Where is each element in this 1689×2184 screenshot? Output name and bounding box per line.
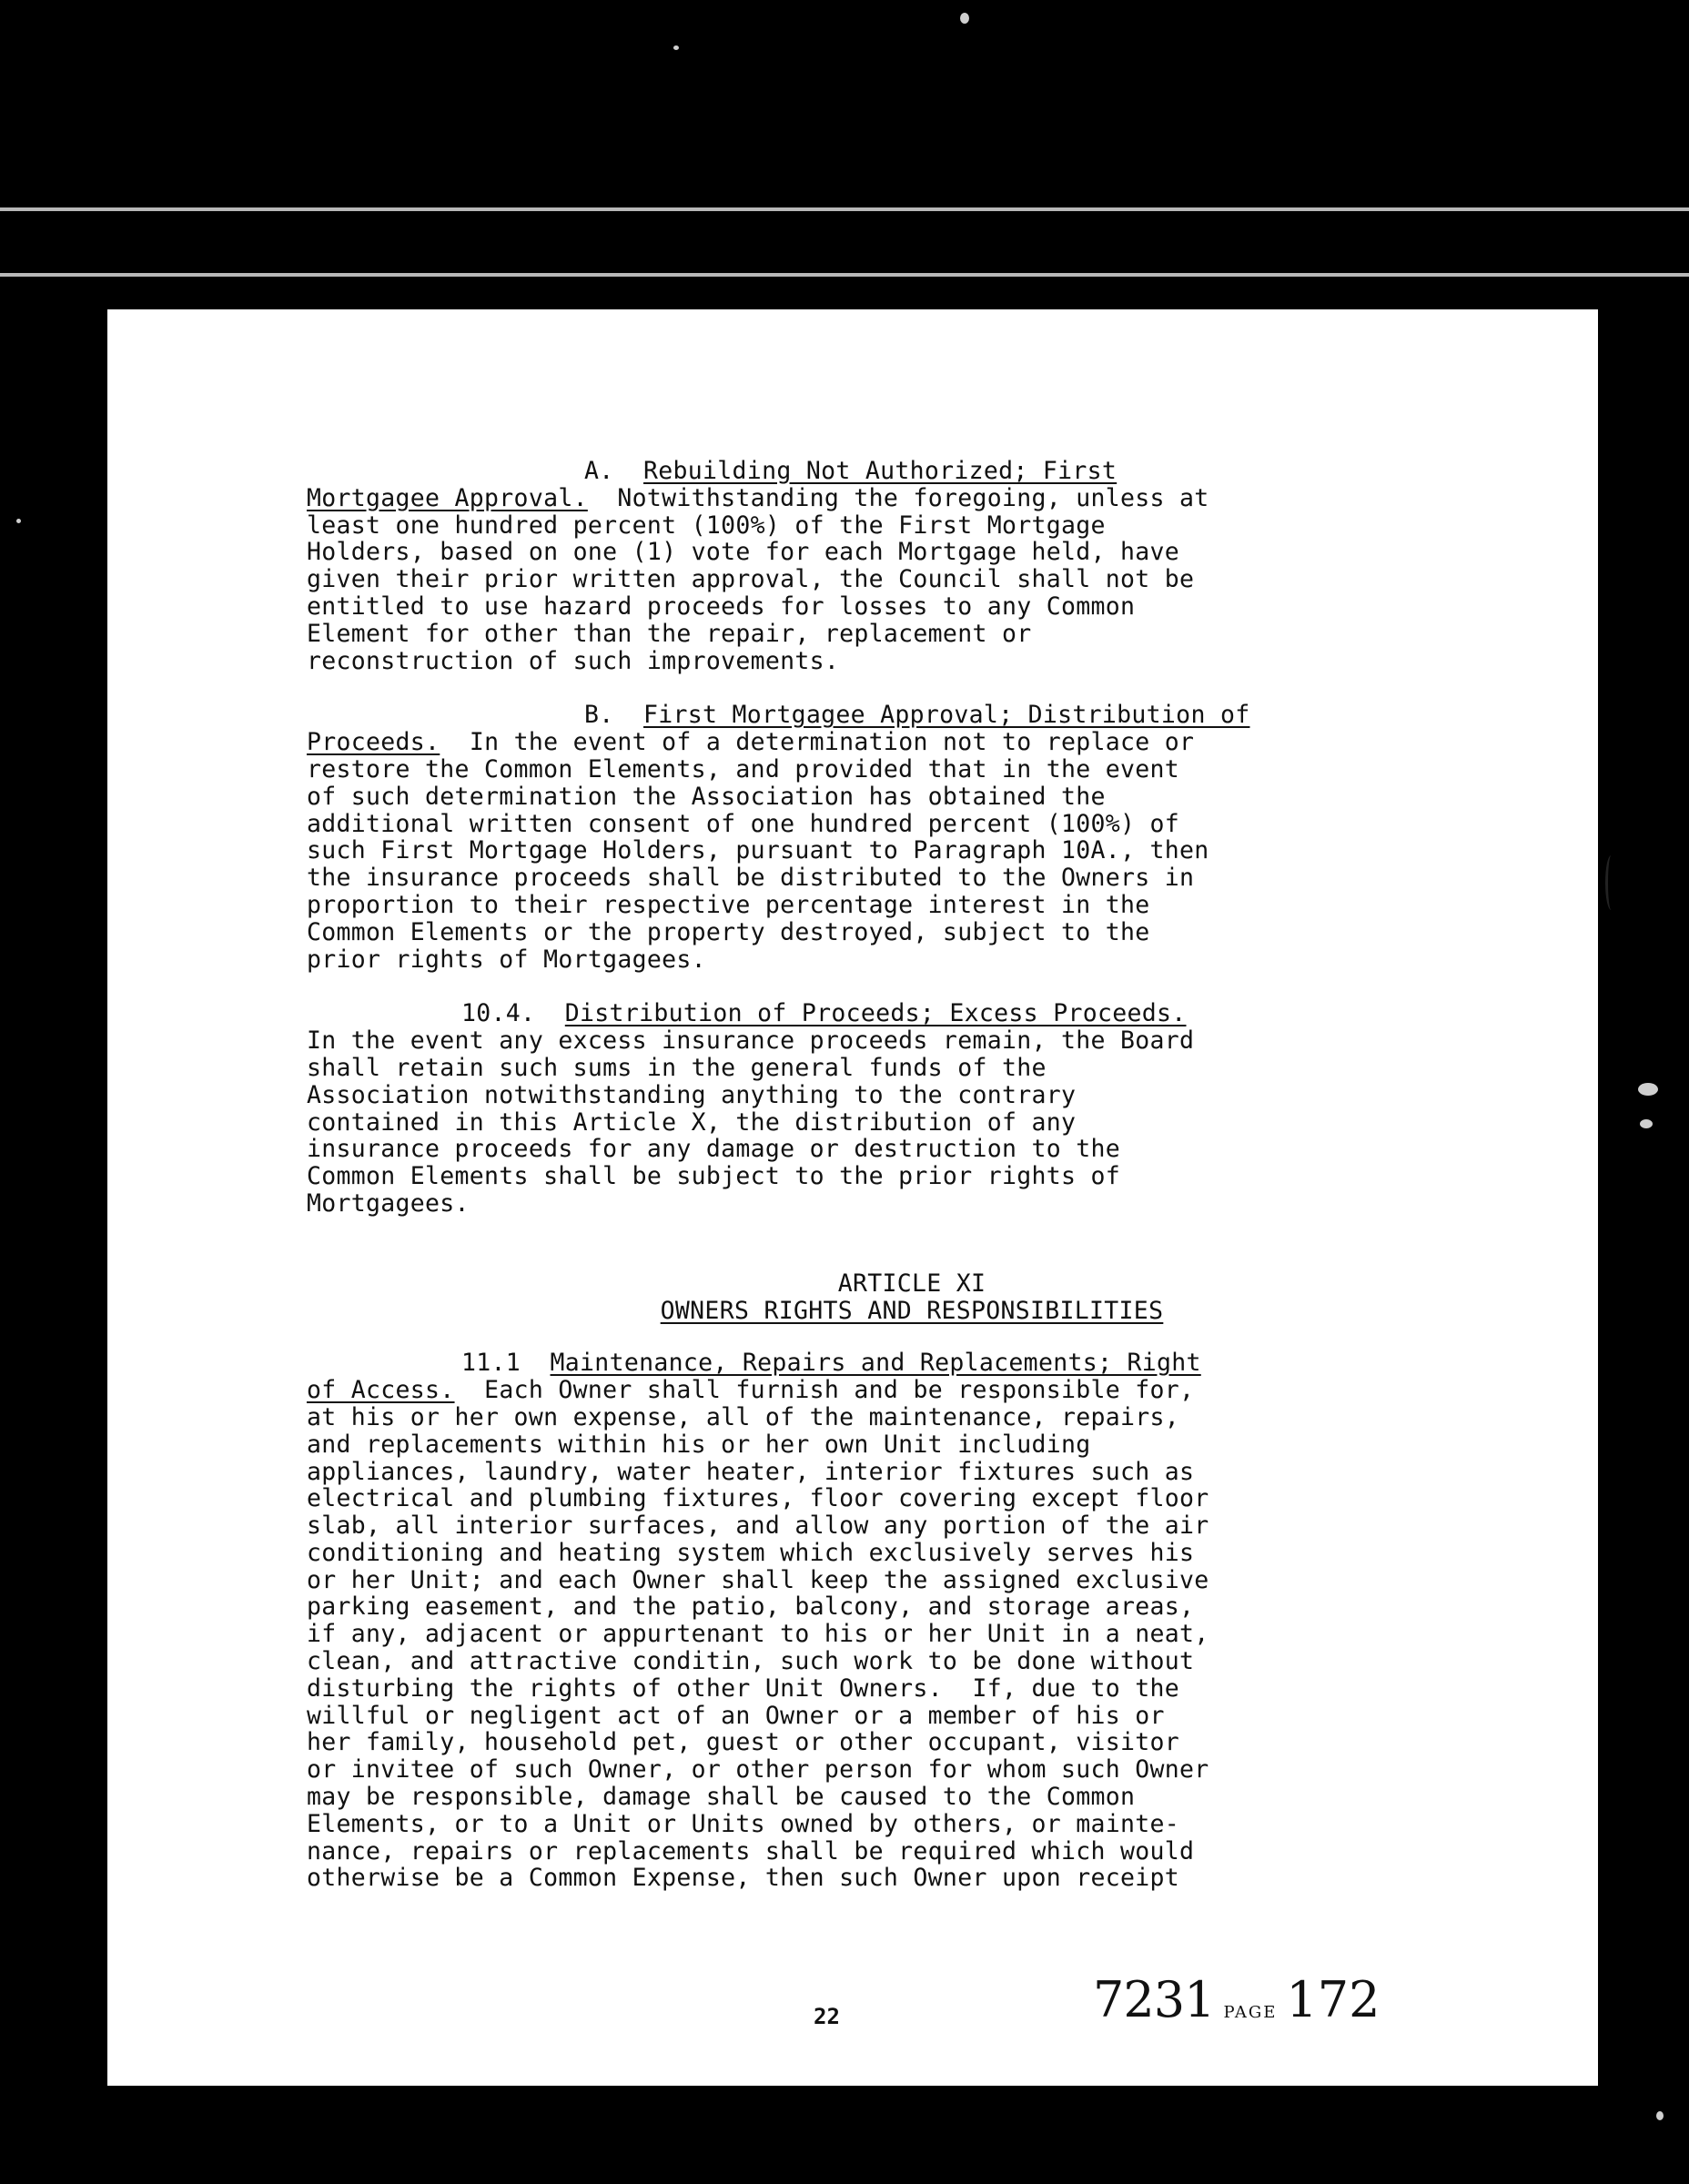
margin-bracket-mark (1605, 855, 1617, 910)
book-number: 7231 (1093, 1971, 1215, 2028)
section-11-1-line: conditioning and heating system which exclusively serves his (307, 1538, 1195, 1567)
section-10-4 (307, 1000, 1517, 1217)
section-10-4-line: Common Elements shall be subject to the prior rights of (307, 1162, 1120, 1191)
section-11-1-line: slab, all interior surfaces, and allow any portion of the air (307, 1512, 1209, 1541)
section-b-line: In the event of a determination not to replace or (469, 728, 1195, 757)
section-11-1-heading: Maintenance, Repairs and Replacements; Right (550, 1349, 1201, 1378)
section-a-line: Notwithstanding the foregoing, unless at (617, 483, 1209, 512)
section-11-1-line: clean, and attractive conditin, such work to be done without (307, 1647, 1195, 1676)
section-11-1-line: disturbing the rights of other Unit Owners. If, due to the (307, 1673, 1180, 1703)
section-a-line: given their prior written approval, the Council shall not be (307, 565, 1195, 594)
section-b-heading-cont: Proceeds. (307, 728, 440, 757)
scan-speck (1638, 1083, 1658, 1096)
section-a-line: Holders, based on one (1) vote for each Mortgage held, have (307, 538, 1180, 567)
section-11-1-heading-cont: of Access. (307, 1376, 455, 1405)
scan-edge-line (0, 207, 1689, 211)
scan-speck (960, 13, 969, 24)
section-a (307, 458, 1517, 674)
section-b-number: B. (584, 701, 614, 730)
section-b-line: Common Elements or the property destroyed, subject to the (307, 917, 1150, 946)
section-b-line: of such determination the Association has obtained the (307, 782, 1106, 811)
section-11-1-line: nance, repairs or replacements shall be required which would (307, 1836, 1195, 1866)
document-body (307, 458, 1517, 1919)
section-11-1-line: may be responsible, damage shall be caused to the Common (307, 1783, 1136, 1812)
section-a-line: least one hundred percent (100%) of the First Mortgage (307, 511, 1106, 540)
page-number: 22 (814, 2004, 840, 2029)
section-b-line: such First Mortgage Holders, pursuant to Paragraph 10A., then (307, 836, 1209, 865)
section-11-1-line: at his or her own expense, all of the maintenance, repairs, (307, 1402, 1180, 1431)
section-a-heading-cont: Mortgagee Approval. (307, 483, 588, 512)
scan-edge-line (0, 273, 1689, 277)
section-10-4-line: Association notwithstanding anything to the contrary (307, 1080, 1077, 1109)
section-11-1-line: Elements, or to a Unit or Units owned by others, or mainte- (307, 1809, 1180, 1838)
scan-dark-margin (0, 0, 1689, 291)
section-b-line: proportion to their respective percentage interest in the (307, 890, 1150, 919)
recording-stamp (1093, 1971, 1381, 2028)
section-b-line: the insurance proceeds shall be distributed to the Owners in (307, 864, 1195, 893)
article-heading (307, 1270, 1517, 1325)
section-a-line: entitled to use hazard proceeds for losses to any Common (307, 592, 1136, 621)
scan-speck (1640, 1119, 1653, 1128)
section-a-heading: Rebuilding Not Authorized; First (643, 457, 1118, 485)
section-11-1-line: or invitee of such Owner, or other person for whom such Owner (307, 1755, 1209, 1785)
section-11-1-line: her family, household pet, guest or other occupant, visitor (307, 1728, 1180, 1757)
section-11-1-number: 11.1 (461, 1349, 521, 1378)
recorded-page-number: 172 (1286, 1971, 1381, 2028)
article-title: ARTICLE XI (837, 1269, 986, 1298)
scan-speck (673, 46, 679, 50)
section-b-line: additional written consent of one hundred percent (100%) of (307, 809, 1180, 838)
page-label: PAGE (1223, 2003, 1278, 2022)
section-11-1-line: if any, adjacent or appurtenant to his or her Unit in a neat, (307, 1620, 1209, 1649)
section-11-1-line: Each Owner shall furnish and be responsible for, (484, 1376, 1195, 1405)
section-10-4-line: insurance proceeds for any damage or destruction to the (307, 1135, 1120, 1164)
section-11-1 (307, 1350, 1517, 1892)
section-11-1-line: otherwise be a Common Expense, then such Owner upon receipt (307, 1864, 1180, 1893)
section-11-1-line: parking easement, and the patio, balcony, and storage areas, (307, 1592, 1195, 1622)
article-subtitle: OWNERS RIGHTS AND RESPONSIBILITIES (660, 1296, 1164, 1325)
section-a-number: A. (584, 457, 614, 485)
section-10-4-heading: Distribution of Proceeds; Excess Proceeds. (564, 999, 1187, 1028)
section-a-line: reconstruction of such improvements. (307, 646, 840, 675)
section-b-heading: First Mortgagee Approval; Distribution of (643, 701, 1250, 730)
section-10-4-number: 10.4. (461, 999, 536, 1028)
section-b-line: prior rights of Mortgagees. (307, 945, 706, 974)
section-10-4-line: shall retain such sums in the general funds of the (307, 1053, 1047, 1082)
section-11-1-line: appliances, laundry, water heater, interior fixtures such as (307, 1457, 1195, 1486)
scan-speck (1656, 2111, 1664, 2120)
section-11-1-line: or her Unit; and each Owner shall keep the assigned exclusive (307, 1565, 1209, 1594)
section-11-1-line: electrical and plumbing fixtures, floor covering except floor (307, 1484, 1209, 1513)
section-10-4-line: contained in this Article X, the distribution of any (307, 1107, 1077, 1137)
section-b (307, 702, 1517, 973)
scan-speck (16, 519, 21, 523)
section-b-line: restore the Common Elements, and provided that in the event (307, 754, 1180, 784)
section-10-4-line: Mortgagees. (307, 1188, 470, 1218)
section-a-line: Element for other than the repair, replacement or (307, 619, 1032, 648)
document-page (107, 309, 1598, 2086)
section-11-1-line: willful or negligent act of an Owner or a member of his or (307, 1701, 1165, 1730)
section-11-1-line: and replacements within his or her own Unit including (307, 1430, 1091, 1459)
section-10-4-line: In the event any excess insurance proceeds remain, the Board (307, 1026, 1195, 1056)
